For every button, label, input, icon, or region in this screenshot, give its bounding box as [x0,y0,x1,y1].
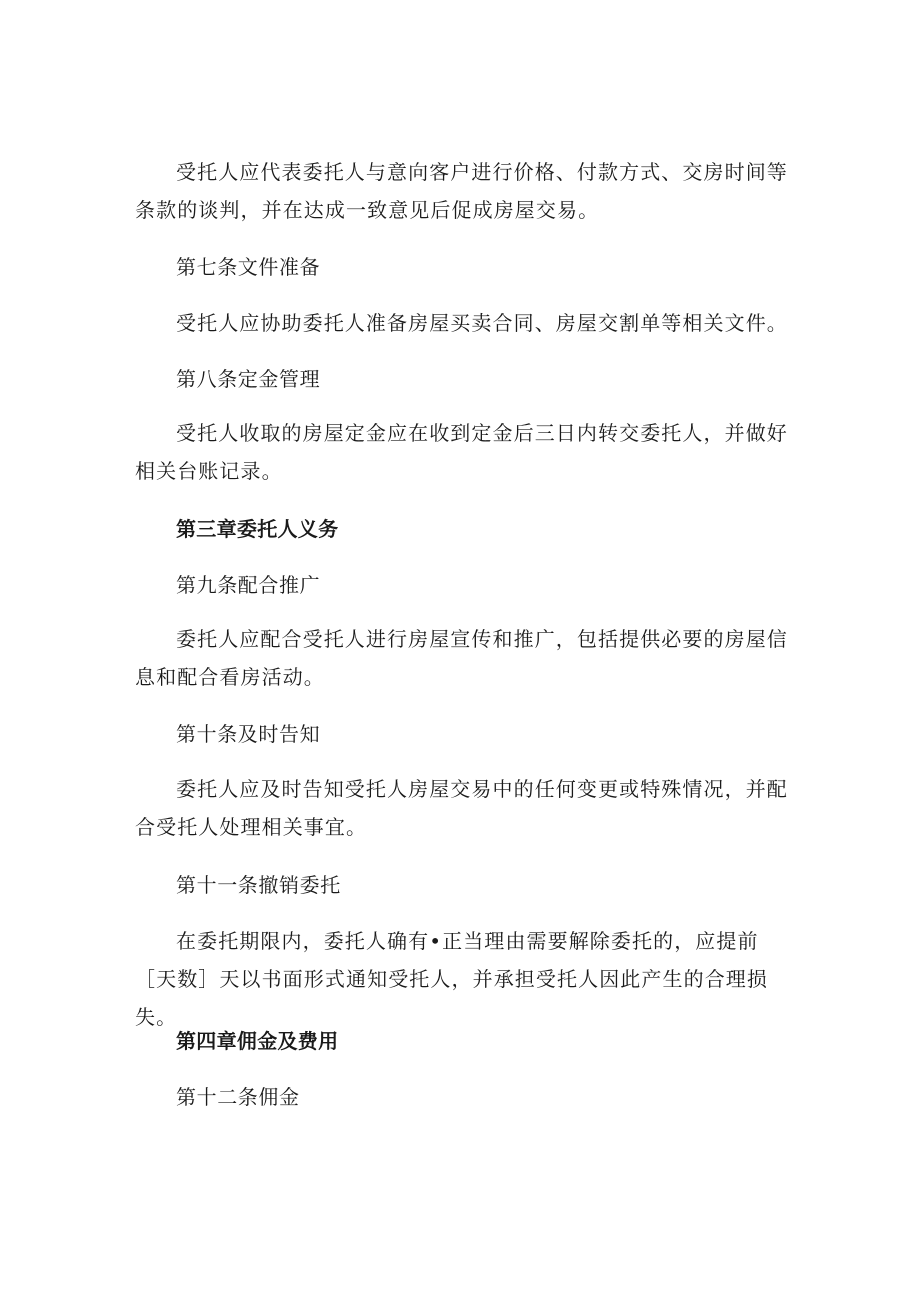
chapter-3-title: 第三章委托人义务 [176,517,339,541]
article-8-title: 第八条定金管理 [176,367,321,391]
article-12-title: 第十二条佣金 [176,1085,300,1109]
paragraph-deposit: 受托人收取的房屋定金应在收到定金后三日内转交委托人，并做好相关台账记录。 [135,421,788,483]
paragraph-documents: 受托人应协助委托人准备房屋买卖合同、房屋交割单等相关文件。 [176,311,788,335]
article-10-title: 第十条及时告知 [176,722,321,746]
article-11-title: 第十一条撤销委托 [176,873,341,897]
chapter-4-title: 第四章佣金及费用 [176,1029,339,1053]
paragraph-promotion: 委托人应配合受托人进行房屋宣传和推广，包括提供必要的房屋信息和配合看房活动。 [135,627,788,689]
paragraph-revocation: 在委托期限内，委托人确有•正当理由需要解除委托的，应提前［天数］天以书面形式通知受托人，并承担受托人因此产生的合理损失。 [135,929,768,1029]
paragraph-notice: 委托人应及时告知受托人房屋交易中的任何变更或特殊情况，并配合受托人处理相关事宜。 [135,777,788,839]
paragraph-negotiation: 受托人应代表委托人与意向客户进行价格、付款方式、交房时间等条款的谈判，并在达成一致意见后促成房屋交易。 [135,160,788,222]
article-7-title: 第七条文件准备 [176,255,321,279]
article-9-title: 第九条配合推广 [176,573,321,597]
